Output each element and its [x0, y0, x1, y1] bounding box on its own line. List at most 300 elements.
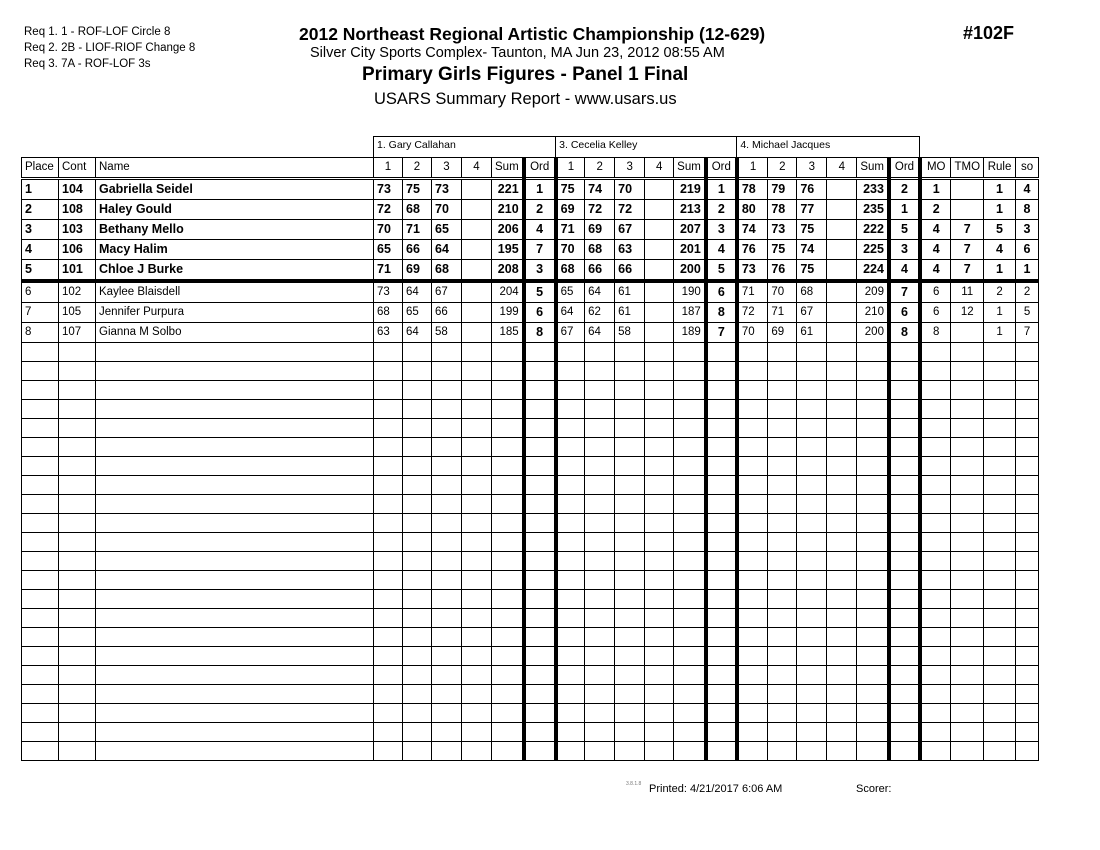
empty-cell [797, 476, 827, 495]
empty-cell [615, 457, 645, 476]
empty-cell [22, 362, 59, 381]
figure-score-cell: 72 [585, 200, 615, 220]
empty-cell [524, 381, 556, 400]
empty-cell [1016, 400, 1039, 419]
empty-cell [524, 609, 556, 628]
figure-score-cell: 65 [403, 303, 432, 323]
figure-score-cell [462, 323, 492, 343]
empty-cell [556, 438, 585, 457]
empty-cell [797, 362, 827, 381]
results-table [21, 136, 1039, 761]
empty-cell [797, 628, 827, 647]
col-header-place: Place [22, 158, 59, 179]
figure-score-cell: 62 [585, 303, 615, 323]
empty-cell [374, 495, 403, 514]
empty-cell [768, 628, 797, 647]
empty-cell [524, 362, 556, 381]
requirement-2: Req 2. 2B - LIOF-RIOF Change 8 [24, 42, 196, 54]
empty-cell [645, 476, 674, 495]
col-header-figure-2: 2 [403, 158, 432, 179]
empty-cell [556, 533, 585, 552]
empty-cell [615, 628, 645, 647]
empty-cell [737, 723, 768, 742]
empty-cell [524, 533, 556, 552]
empty-cell [96, 647, 374, 666]
empty-cell [96, 457, 374, 476]
empty-cell [797, 514, 827, 533]
empty-cell [674, 476, 706, 495]
empty-cell [674, 514, 706, 533]
empty-cell [920, 495, 951, 514]
mo-cell: 8 [920, 323, 951, 343]
empty-cell [1016, 723, 1039, 742]
empty-cell [556, 343, 585, 362]
figure-score-cell: 69 [556, 200, 585, 220]
empty-cell [403, 666, 432, 685]
empty-cell [1016, 343, 1039, 362]
empty-cell [827, 704, 857, 723]
empty-cell [615, 704, 645, 723]
empty-cell [737, 438, 768, 457]
empty-cell [889, 609, 920, 628]
ordinal-cell: 5 [889, 220, 920, 240]
empty-cell [615, 438, 645, 457]
empty-cell [374, 438, 403, 457]
empty-cell [374, 343, 403, 362]
figure-score-cell: 70 [556, 240, 585, 260]
empty-cell [462, 666, 492, 685]
empty-cell [857, 647, 889, 666]
empty-cell [462, 704, 492, 723]
empty-cell [585, 514, 615, 533]
empty-cell [768, 590, 797, 609]
empty-cell [22, 685, 59, 704]
empty-cell [374, 609, 403, 628]
empty-cell [920, 362, 951, 381]
empty-cell [1016, 438, 1039, 457]
empty-cell [645, 533, 674, 552]
empty-cell [889, 742, 920, 761]
figure-score-cell [827, 323, 857, 343]
empty-cell [492, 400, 524, 419]
figure-score-cell: 61 [797, 323, 827, 343]
contestant-number-cell: 106 [59, 240, 96, 260]
empty-cell [951, 647, 984, 666]
empty-cell [768, 381, 797, 400]
empty-cell [857, 666, 889, 685]
ordinal-cell: 3 [889, 240, 920, 260]
figure-score-cell: 63 [615, 240, 645, 260]
empty-cell [797, 609, 827, 628]
skater-name-cell: Macy Halim [96, 240, 374, 260]
empty-cell [984, 742, 1016, 761]
figure-score-cell: 67 [432, 281, 462, 303]
empty-cell [951, 609, 984, 628]
empty-cell [96, 381, 374, 400]
empty-cell [524, 514, 556, 533]
col-header-figure-3: 3 [432, 158, 462, 179]
empty-cell [737, 742, 768, 761]
empty-cell [857, 419, 889, 438]
empty-cell [432, 457, 462, 476]
empty-cell [22, 628, 59, 647]
empty-cell [797, 419, 827, 438]
empty-cell [1016, 381, 1039, 400]
result-row [22, 179, 1039, 200]
col-header-ord: Ord [706, 158, 737, 179]
empty-cell [524, 400, 556, 419]
empty-cell [22, 609, 59, 628]
empty-cell [951, 381, 984, 400]
empty-cell [403, 723, 432, 742]
empty-cell [768, 723, 797, 742]
empty-cell [462, 381, 492, 400]
empty-cell [737, 590, 768, 609]
empty-row [22, 533, 1039, 552]
empty-cell [920, 419, 951, 438]
empty-cell [403, 533, 432, 552]
figure-score-cell: 72 [737, 303, 768, 323]
empty-cell [374, 647, 403, 666]
figure-score-cell [462, 220, 492, 240]
figure-score-cell: 71 [737, 281, 768, 303]
empty-cell [22, 571, 59, 590]
software-version: 3.8.1.8 [626, 781, 642, 787]
competition-title: 2012 Northeast Regional Artistic Championship (12-629) [299, 24, 766, 44]
tmo-cell: 7 [951, 220, 984, 240]
empty-cell [984, 362, 1016, 381]
empty-cell [22, 457, 59, 476]
empty-cell [403, 552, 432, 571]
col-header-so: so [1016, 158, 1039, 179]
judge-header-row [22, 137, 1039, 158]
figure-score-cell: 70 [432, 200, 462, 220]
col-header-ord: Ord [524, 158, 556, 179]
col-header-sum: Sum [674, 158, 706, 179]
empty-cell [645, 742, 674, 761]
so-cell: 5 [1016, 303, 1039, 323]
empty-cell [889, 343, 920, 362]
empty-cell [462, 723, 492, 742]
empty-cell [984, 704, 1016, 723]
empty-cell [492, 514, 524, 533]
empty-cell [645, 400, 674, 419]
figure-score-cell: 61 [615, 281, 645, 303]
place-cell: 7 [22, 303, 59, 323]
sum-cell: 201 [674, 240, 706, 260]
empty-cell [615, 476, 645, 495]
empty-cell [615, 552, 645, 571]
empty-cell [492, 609, 524, 628]
empty-cell [432, 571, 462, 590]
empty-cell [645, 666, 674, 685]
empty-cell [920, 647, 951, 666]
figure-score-cell: 75 [797, 220, 827, 240]
figure-score-cell: 77 [797, 200, 827, 220]
empty-cell [432, 685, 462, 704]
empty-cell [492, 742, 524, 761]
sum-cell: 221 [492, 179, 524, 200]
empty-row [22, 742, 1039, 761]
empty-cell [556, 552, 585, 571]
empty-cell [615, 514, 645, 533]
empty-cell [462, 552, 492, 571]
empty-cell [96, 685, 374, 704]
empty-cell [59, 438, 96, 457]
figure-score-cell: 71 [768, 303, 797, 323]
mo-cell: 4 [920, 220, 951, 240]
empty-cell [857, 628, 889, 647]
empty-cell [1016, 495, 1039, 514]
mo-cell: 2 [920, 200, 951, 220]
empty-cell [432, 438, 462, 457]
figure-score-cell: 74 [737, 220, 768, 240]
empty-cell [768, 647, 797, 666]
empty-cell [889, 476, 920, 495]
empty-cell [706, 381, 737, 400]
sum-cell: 206 [492, 220, 524, 240]
empty-cell [889, 590, 920, 609]
figure-score-cell: 75 [556, 179, 585, 200]
col-header-figure-3: 3 [797, 158, 827, 179]
ordinal-cell: 8 [524, 323, 556, 343]
empty-cell [984, 495, 1016, 514]
empty-cell [374, 362, 403, 381]
empty-cell [556, 362, 585, 381]
empty-cell [432, 419, 462, 438]
empty-cell [951, 533, 984, 552]
figure-score-cell [462, 281, 492, 303]
empty-cell [374, 704, 403, 723]
empty-cell [674, 400, 706, 419]
ordinal-cell: 1 [706, 179, 737, 200]
empty-cell [22, 381, 59, 400]
empty-cell [585, 609, 615, 628]
empty-cell [96, 514, 374, 533]
empty-cell [797, 685, 827, 704]
empty-cell [374, 590, 403, 609]
empty-cell [462, 495, 492, 514]
empty-cell [59, 590, 96, 609]
result-row [22, 200, 1039, 220]
figure-score-cell: 69 [585, 220, 615, 240]
empty-cell [524, 628, 556, 647]
empty-cell [768, 438, 797, 457]
empty-cell [59, 742, 96, 761]
empty-cell [857, 400, 889, 419]
empty-cell [403, 476, 432, 495]
empty-cell [556, 609, 585, 628]
empty-cell [737, 628, 768, 647]
empty-cell [768, 400, 797, 419]
empty-cell [96, 628, 374, 647]
empty-cell [96, 438, 374, 457]
empty-cell [889, 666, 920, 685]
empty-cell [462, 514, 492, 533]
empty-cell [524, 419, 556, 438]
empty-cell [556, 514, 585, 533]
skater-name-cell: Jennifer Purpura [96, 303, 374, 323]
empty-cell [615, 362, 645, 381]
empty-cell [797, 647, 827, 666]
empty-cell [984, 419, 1016, 438]
col-header-cont: Cont [59, 158, 96, 179]
so-cell: 1 [1016, 260, 1039, 282]
empty-cell [492, 476, 524, 495]
empty-cell [615, 495, 645, 514]
empty-cell [674, 438, 706, 457]
empty-cell [432, 495, 462, 514]
figure-score-cell: 67 [797, 303, 827, 323]
empty-row [22, 666, 1039, 685]
empty-cell [645, 628, 674, 647]
empty-cell [984, 723, 1016, 742]
empty-cell [827, 381, 857, 400]
sum-cell: 233 [857, 179, 889, 200]
rule-cell: 2 [984, 281, 1016, 303]
empty-cell [22, 704, 59, 723]
figure-score-cell: 68 [556, 260, 585, 282]
figure-score-cell: 67 [556, 323, 585, 343]
empty-cell [768, 609, 797, 628]
ordinal-cell: 4 [706, 240, 737, 260]
figure-score-cell: 76 [797, 179, 827, 200]
empty-cell [857, 533, 889, 552]
tmo-cell [951, 179, 984, 200]
tmo-cell: 11 [951, 281, 984, 303]
empty-cell [827, 571, 857, 590]
sum-cell: 200 [857, 323, 889, 343]
empty-cell [920, 438, 951, 457]
mo-cell: 1 [920, 179, 951, 200]
empty-cell [524, 495, 556, 514]
empty-cell [524, 666, 556, 685]
figure-score-cell: 67 [615, 220, 645, 240]
figure-score-cell [462, 240, 492, 260]
empty-cell [920, 628, 951, 647]
empty-cell [524, 723, 556, 742]
empty-row [22, 571, 1039, 590]
empty-cell [96, 666, 374, 685]
figure-score-cell: 75 [403, 179, 432, 200]
result-row [22, 281, 1039, 303]
result-row [22, 303, 1039, 323]
empty-cell [706, 476, 737, 495]
col-header-figure-1: 1 [737, 158, 768, 179]
empty-cell [96, 552, 374, 571]
figure-score-cell [827, 200, 857, 220]
sum-cell: 200 [674, 260, 706, 282]
figure-score-cell: 78 [768, 200, 797, 220]
ordinal-cell: 6 [524, 303, 556, 323]
sum-cell: 207 [674, 220, 706, 240]
empty-cell [857, 571, 889, 590]
figure-score-cell: 70 [768, 281, 797, 303]
empty-cell [462, 533, 492, 552]
sum-cell: 189 [674, 323, 706, 343]
empty-cell [674, 704, 706, 723]
figure-score-cell: 69 [768, 323, 797, 343]
empty-cell [59, 476, 96, 495]
empty-cell [432, 362, 462, 381]
skater-name-cell: Bethany Mello [96, 220, 374, 240]
empty-cell [96, 495, 374, 514]
empty-cell [706, 362, 737, 381]
empty-cell [889, 552, 920, 571]
empty-cell [615, 343, 645, 362]
col-header-figure-3: 3 [615, 158, 645, 179]
empty-cell [674, 343, 706, 362]
printed-timestamp: Printed: 4/21/2017 6:06 AM [649, 783, 783, 795]
empty-cell [920, 400, 951, 419]
empty-cell [706, 704, 737, 723]
empty-cell [737, 419, 768, 438]
empty-cell [556, 742, 585, 761]
empty-cell [615, 381, 645, 400]
figure-score-cell: 73 [768, 220, 797, 240]
figure-score-cell [462, 260, 492, 282]
empty-cell [22, 400, 59, 419]
empty-cell [706, 742, 737, 761]
empty-cell [951, 438, 984, 457]
sum-cell: 190 [674, 281, 706, 303]
empty-cell [797, 438, 827, 457]
result-row [22, 240, 1039, 260]
empty-cell [797, 495, 827, 514]
empty-cell [462, 438, 492, 457]
empty-cell [889, 571, 920, 590]
figure-score-cell [645, 200, 674, 220]
figure-score-cell: 71 [403, 220, 432, 240]
empty-cell [645, 381, 674, 400]
empty-cell [492, 438, 524, 457]
empty-cell [432, 723, 462, 742]
empty-cell [492, 495, 524, 514]
empty-cell [585, 685, 615, 704]
sum-cell: 210 [857, 303, 889, 323]
empty-cell [951, 628, 984, 647]
figure-score-cell: 70 [374, 220, 403, 240]
empty-cell [984, 381, 1016, 400]
empty-cell [645, 552, 674, 571]
sum-cell: 222 [857, 220, 889, 240]
sum-cell: 209 [857, 281, 889, 303]
empty-cell [984, 666, 1016, 685]
result-row [22, 220, 1039, 240]
empty-cell [1016, 514, 1039, 533]
empty-cell [556, 666, 585, 685]
empty-cell [889, 647, 920, 666]
empty-cell [374, 552, 403, 571]
tmo-cell [951, 200, 984, 220]
empty-cell [737, 533, 768, 552]
empty-cell [1016, 533, 1039, 552]
empty-cell [556, 590, 585, 609]
col-header-figure-2: 2 [768, 158, 797, 179]
empty-cell [432, 381, 462, 400]
empty-cell [403, 381, 432, 400]
figure-score-cell: 58 [432, 323, 462, 343]
event-number: #102F [963, 23, 1015, 43]
empty-cell [737, 647, 768, 666]
empty-cell [59, 533, 96, 552]
empty-cell [797, 343, 827, 362]
empty-cell [645, 609, 674, 628]
empty-cell [737, 685, 768, 704]
mo-cell: 6 [920, 281, 951, 303]
sum-cell: 208 [492, 260, 524, 282]
figure-score-cell: 65 [432, 220, 462, 240]
